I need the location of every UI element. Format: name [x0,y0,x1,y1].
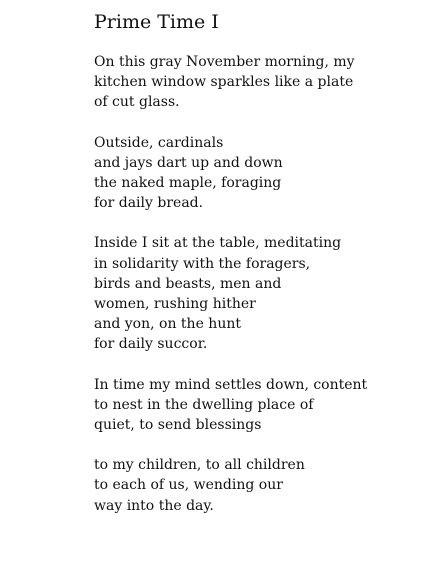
poem-title: Prime Time I [94,11,219,33]
poem-line: and yon, on the hunt [94,316,241,333]
poem-line: Outside, cardinals [94,134,224,151]
poem-line: the naked maple, foraging [94,175,282,192]
poem-line: to each of us, wending our [94,477,283,494]
poem-line: On this gray November morning, my [94,54,355,70]
poem-line: for daily succor. [94,336,208,353]
poem-line: to my children, to all children [94,457,305,474]
stanza-3 [94,233,424,354]
poem-line: to nest in the dwelling place of [94,396,314,413]
stanza-4 [94,375,424,436]
poem-line: In time my mind settles down, content [94,376,368,393]
stanza-2 [94,133,424,214]
poem-line: women, rushing hither [94,296,256,313]
poem-line: and jays dart up and down [94,154,283,171]
stanza-5 [94,455,424,516]
poem-line: of cut glass. [94,94,180,111]
poem-line: way into the day. [94,497,214,514]
poem-line: Inside I sit at the table, meditating [94,235,342,252]
poem-line: quiet, to send blessings [94,417,262,434]
poem-body [94,52,424,536]
poem-line: birds and beasts, men and [94,275,282,292]
stanza-1 [94,52,424,113]
poem-line: for daily bread. [94,195,204,212]
poem-line: in solidarity with the foragers, [94,255,311,272]
poem-line: kitchen window sparkles like a plate [94,74,354,91]
